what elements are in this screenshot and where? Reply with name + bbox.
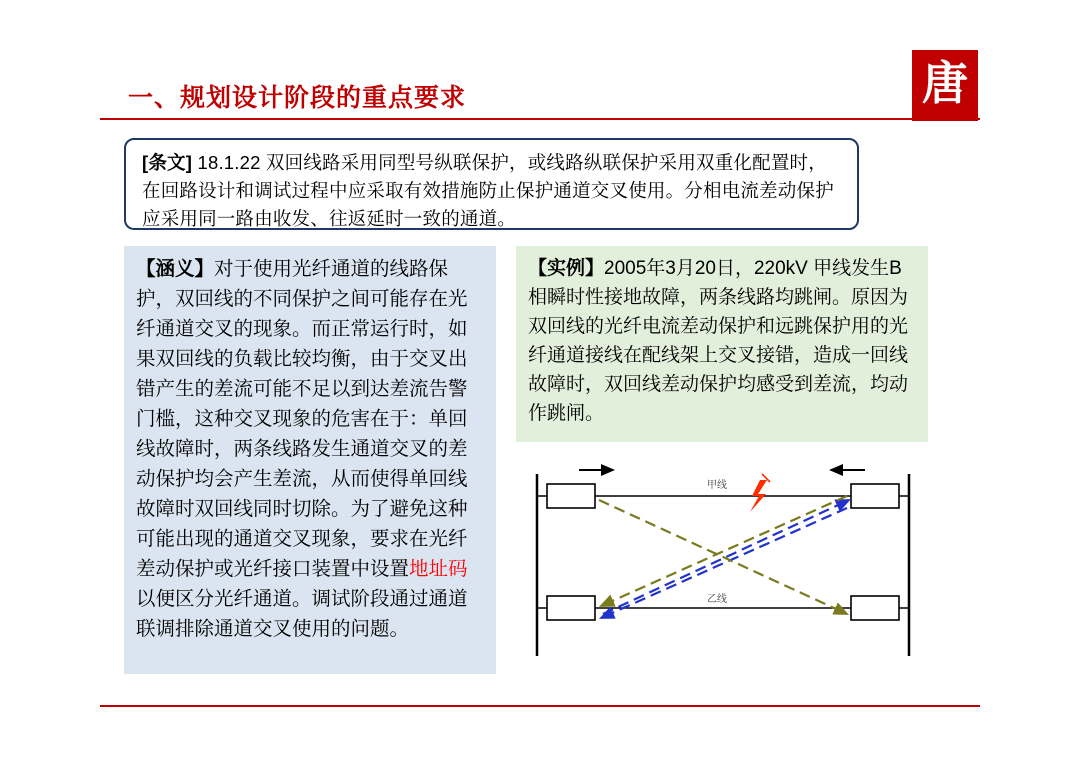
meaning-panel <box>124 246 496 674</box>
example-text <box>528 254 916 428</box>
fault-marker <box>750 474 770 512</box>
meaning-part2: 以便区分光纤通道。调试阶段通过通道联调排除通道交叉使用的问题。 <box>136 588 468 640</box>
line-a-label: 甲线 <box>707 480 727 491</box>
brand-logo-icon: 唐 <box>912 50 978 116</box>
clause-text <box>142 149 843 233</box>
crossed-channel-diagram <box>516 455 930 675</box>
meaning-tag: 【涵义】 <box>136 258 215 280</box>
example-panel <box>516 246 928 442</box>
brand-logo-underline <box>912 116 978 121</box>
clause-tag: [条文] <box>142 152 193 173</box>
header-divider <box>100 118 980 120</box>
clause-box <box>124 138 859 230</box>
meaning-text <box>136 254 486 644</box>
footer-divider <box>100 705 980 707</box>
clause-body: 18.1.22 双回线路采用同型号纵联保护，或线路纵联保护采用双重化配置时，在回路设计和调试过程中应采取有效措施防止保护通道交叉使用。分相电流差动保护应采用同一路由收发、往返延时一致的通道。 <box>142 152 834 229</box>
meaning-part1: 对于使用光纤通道的线路保护，双回线的不同保护之间可能存在光纤通道交叉的现象。而正常运行时，如果双回线的负载比较均衡，由于交叉出错产生的差流可能不足以到达差流告警门槛，这种交叉现象的危害在于：单回线故障时，两条线路发生通道交叉的差动保护均会产生差流，从而使得单回线故障时双回线同时切除。为了避免这种可能出现的通道交叉现象，要求在光纤差动保护或光纤接口装置中设置 <box>136 258 468 580</box>
example-body: 2005年3月20日，220kV 甲线发生B相瞬时性接地故障，两条线路均跳闸。原因为双回线的光纤电流差动保护和远跳保护用的光纤通道接线在配线架上交叉接错，造成一回线故障时，双回线差动保护均感受到差流，均动作跳闸。 <box>528 258 909 424</box>
example-tag: 【实例】 <box>528 258 605 279</box>
page-title: 一、规划设计阶段的重点要求 <box>128 84 467 112</box>
line-b-label: 乙线 <box>707 594 727 605</box>
meaning-highlight: 地址码 <box>409 558 468 580</box>
